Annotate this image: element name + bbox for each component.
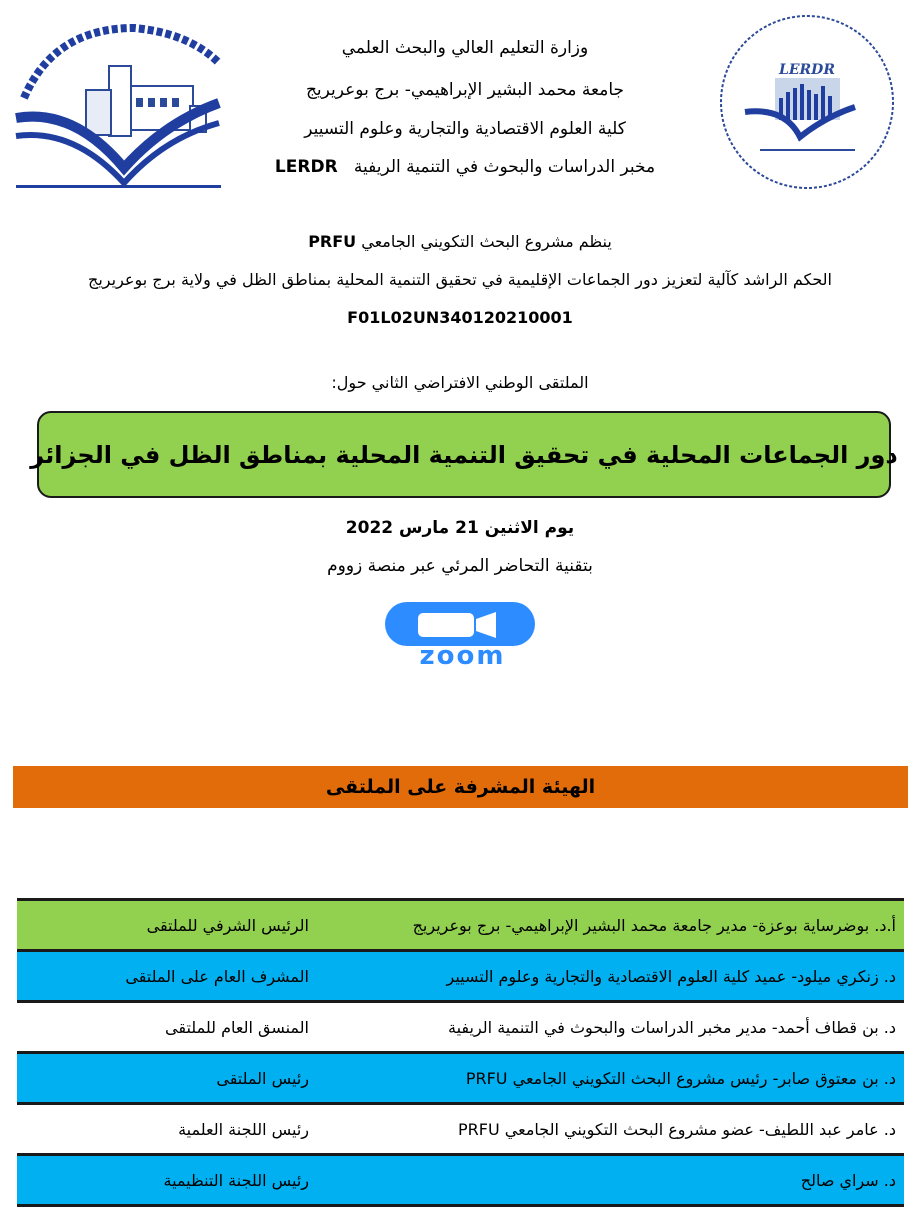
committee-person: د. بن قطاف أحمد- مدير مخبر الدراسات والبحوث في التنمية الريفية xyxy=(448,1017,896,1037)
event-date: يوم الاثنين 21 مارس 2022 xyxy=(345,518,575,538)
committee-row xyxy=(17,1000,904,1051)
university-logo xyxy=(14,8,224,193)
committee-role: رئيس اللجنة العلمية xyxy=(178,1119,309,1139)
project-title: الحكم الراشد كآلية لتعزيز دور الجماعات الإقليمية في تحقيق التنمية المحلية بمناطق الظل في ولاية برج بوعريريج xyxy=(88,270,832,289)
committee-role: رئيس اللجنة التنظيمية xyxy=(163,1170,309,1190)
event-title: دور الجماعات المحلية في تحقيق التنمية المحلية بمناطق الظل في الجزائر xyxy=(30,440,898,469)
committee-person: د. زنكري ميلود- عميد كلية العلوم الاقتصادية والتجارية وعلوم التسيير xyxy=(446,966,896,986)
committee-role: الرئيس الشرفي للملتقى xyxy=(146,915,309,935)
lab-logo xyxy=(705,12,910,192)
committee-heading: الهيئة المشرفة على الملتقى xyxy=(325,776,596,798)
event-title-box xyxy=(30,411,898,498)
faculty-name: كلية العلوم الاقتصادية والتجارية وعلوم التسيير xyxy=(304,119,626,139)
committee-role: المنسق العام للملتقى xyxy=(165,1017,309,1037)
lab-name xyxy=(240,157,690,177)
university-name: جامعة محمد البشير الإبراهيمي- برج بوعريريج xyxy=(305,80,625,100)
committee-person: د. بن معتوق صابر- رئيس مشروع البحث التكويني الجامعي PRFU xyxy=(465,1068,896,1088)
committee-row xyxy=(17,1051,904,1102)
lab-code: LERDR xyxy=(274,157,338,177)
committee-heading-bar xyxy=(13,766,908,808)
organizer-code: PRFU xyxy=(308,232,357,251)
event-platform: بتقنية التحاضر المرئي عبر منصة زووم xyxy=(327,556,593,576)
event-intro: الملتقى الوطني الافتراضي الثاني حول: xyxy=(331,373,589,392)
committee-row xyxy=(17,898,904,949)
project-code: F01L02UN340120210001 xyxy=(347,308,573,327)
committee-table xyxy=(17,898,904,1207)
zoom-logo xyxy=(370,600,555,670)
lab-name-text: مخبر الدراسات والبحوث في التنمية الريفية xyxy=(353,157,656,177)
committee-person: د. سراي صالح xyxy=(800,1170,896,1190)
committee-person: د. عامر عبد اللطيف- عضو مشروع البحث التكويني الجامعي PRFU xyxy=(457,1119,896,1139)
svg-text:LERDR: LERDR xyxy=(779,62,835,78)
ministry-name: وزارة التعليم العالي والبحث العلمي xyxy=(341,38,589,58)
committee-row xyxy=(17,1153,904,1207)
zoom-wordmark: zoom xyxy=(419,641,506,671)
committee-role: رئيس الملتقى xyxy=(216,1068,309,1088)
organizer-text: ينظم مشروع البحث التكويني الجامعي xyxy=(361,232,612,251)
committee-row xyxy=(17,1102,904,1153)
committee-role: المشرف العام على الملتقى xyxy=(125,966,309,986)
project-organizer xyxy=(0,232,920,251)
committee-person: أ.د. بوضرساية بوعزة- مدير جامعة محمد البشير الإبراهيمي- برج بوعريريج xyxy=(412,915,896,935)
committee-row xyxy=(17,949,904,1000)
